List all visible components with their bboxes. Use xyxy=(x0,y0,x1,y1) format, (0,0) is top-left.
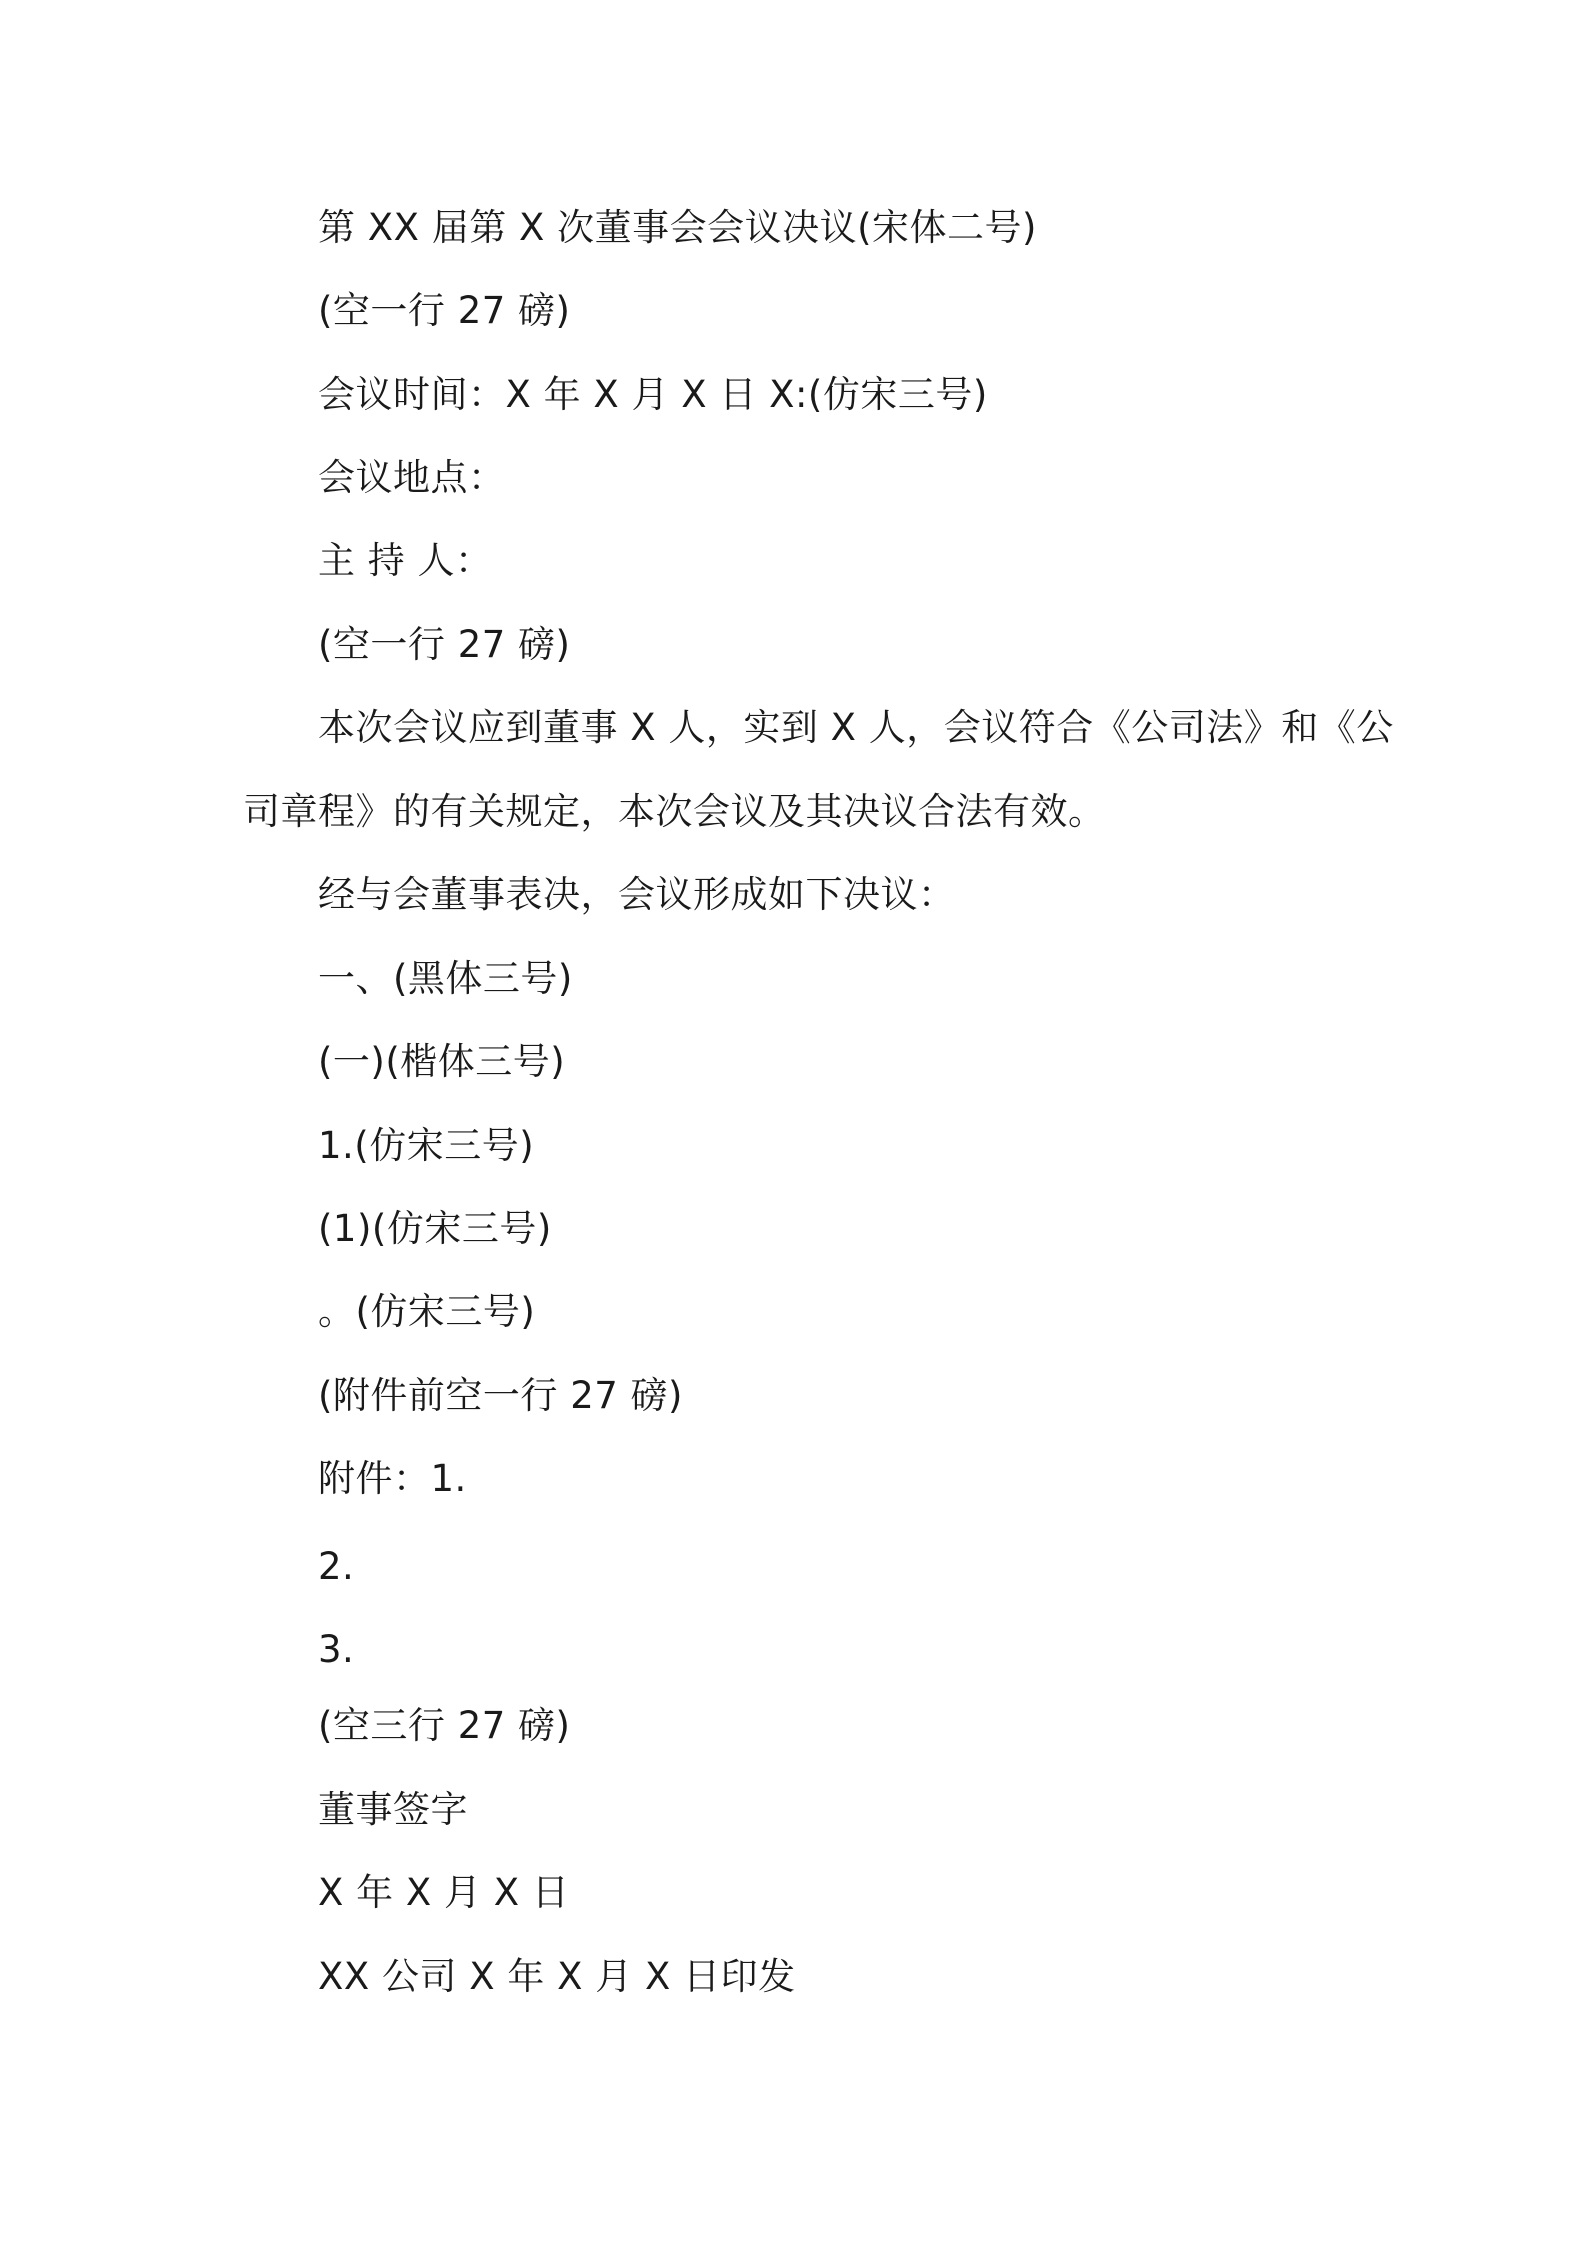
heading-level-4: (1)(仿宋三号) xyxy=(318,1207,552,1250)
signature-date: X 年 X 月 X 日 xyxy=(318,1871,570,1914)
attachment-spacing-note: (附件前空一行 27 磅) xyxy=(318,1374,683,1417)
heading-level-1: 一、(黑体三号) xyxy=(318,957,573,1000)
meeting-host: 主 持 人： xyxy=(318,539,493,582)
meeting-location: 会议地点： xyxy=(318,456,506,499)
spacing-note: (空三行 27 磅) xyxy=(318,1704,571,1747)
heading-level-2: (一)(楷体三号) xyxy=(318,1040,566,1083)
meeting-time: 会议时间：X 年 X 月 X 日 X:(仿宋三号) xyxy=(318,373,988,416)
body-text-note: 。(仿宋三号) xyxy=(318,1290,536,1333)
attachment-item-3: 3. xyxy=(318,1628,355,1671)
resolution-title: 第 XX 届第 X 次董事会会议决议(宋体二号) xyxy=(318,206,1037,249)
director-signature: 董事签字 xyxy=(318,1788,468,1831)
spacing-note: (空一行 27 磅) xyxy=(318,623,571,666)
spacing-note: (空一行 27 磅) xyxy=(318,289,571,332)
resolution-intro: 经与会董事表决，会议形成如下决议： xyxy=(318,873,956,916)
attendance-paragraph-continued: 司章程》的有关规定，本次会议及其决议合法有效。 xyxy=(243,790,1106,833)
attendance-paragraph: 本次会议应到董事 X 人，实到 X 人，会议符合《公司法》和《公 xyxy=(318,706,1394,749)
attachment-item-2: 2. xyxy=(318,1545,355,1588)
issuance-line: XX 公司 X 年 X 月 X 日印发 xyxy=(318,1955,796,1998)
attachment-item-1: 附件：1. xyxy=(318,1457,467,1500)
heading-level-3: 1.(仿宋三号) xyxy=(318,1124,535,1167)
